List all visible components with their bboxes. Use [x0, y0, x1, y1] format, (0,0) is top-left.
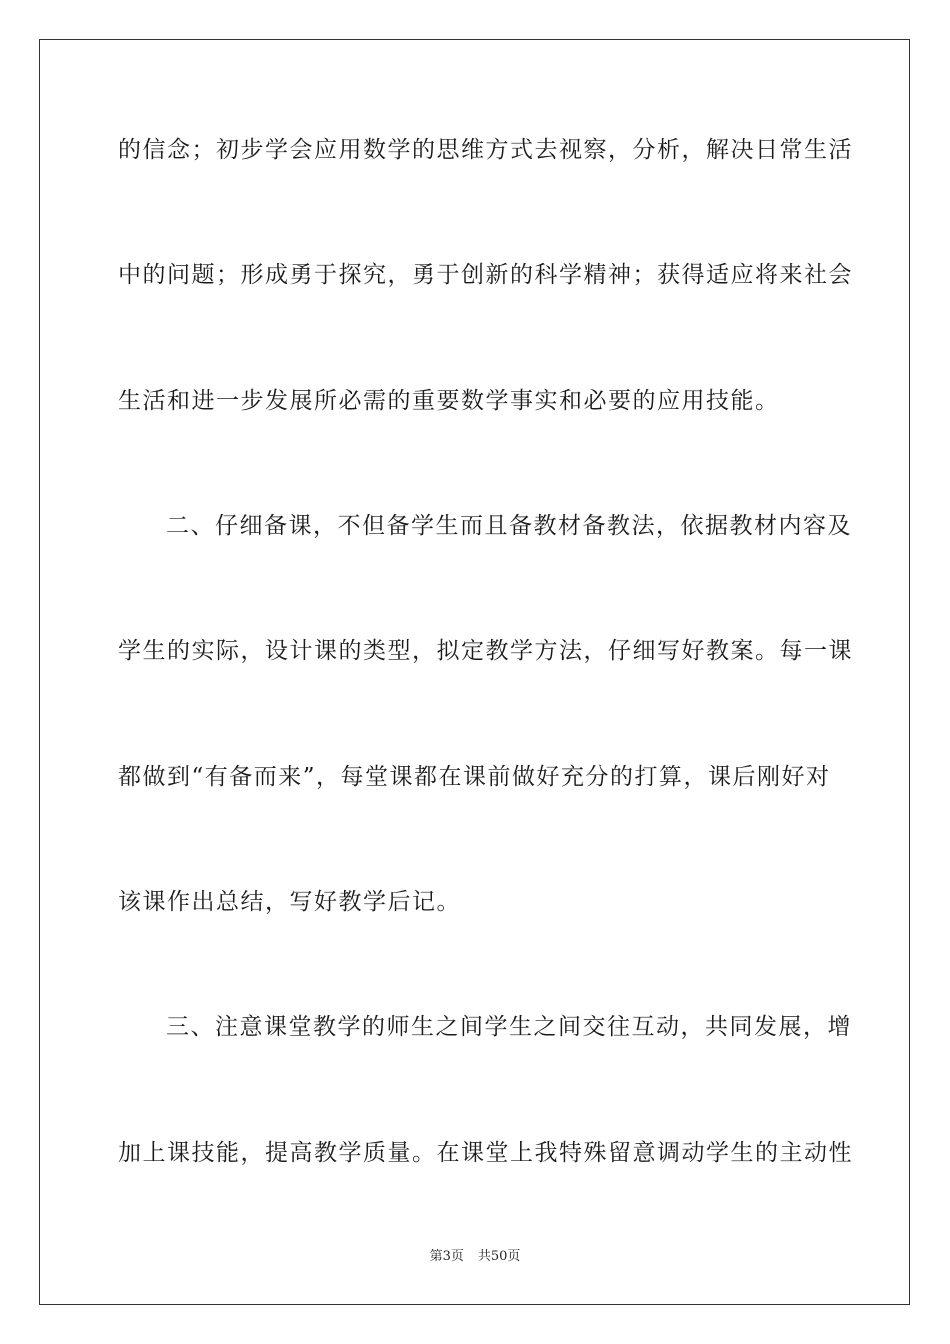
text-line: 的信念；初步学会应用数学的思维方式去视察，分析，解决日常生活 — [118, 137, 853, 163]
text-line: 加上课技能，提高教学质量。在课堂上我特殊留意调动学生的主动性 — [118, 1140, 853, 1166]
text-line: 生活和进一步发展所必需的重要数学事实和必要的应用技能。 — [118, 388, 780, 414]
paragraph-start-line: 三、注意课堂教学的师生之间学生之间交往互动，共同发展，增 — [166, 1014, 852, 1040]
text-line: 学生的实际，设计课的类型，拟定教学方法，仔细写好教案。每一课 — [118, 638, 853, 664]
paragraph-start-line: 二、仔细备课，不但备学生而且备教材备教法，依据教材内容及 — [166, 513, 852, 539]
page-number: 第3页 — [429, 1249, 464, 1264]
page-footer — [0, 1248, 950, 1266]
text-line: 都做到“有备而来”，每堂课都在课前做好充分的打算，课后刚好对 — [118, 764, 831, 790]
page-border — [39, 39, 910, 1305]
text-line: 中的问题；形成勇于探究，勇于创新的科学精神；获得适应将来社会 — [118, 262, 853, 288]
text-line: 该课作出总结，写好教学后记。 — [118, 889, 461, 915]
page-total: 共50页 — [477, 1249, 521, 1264]
